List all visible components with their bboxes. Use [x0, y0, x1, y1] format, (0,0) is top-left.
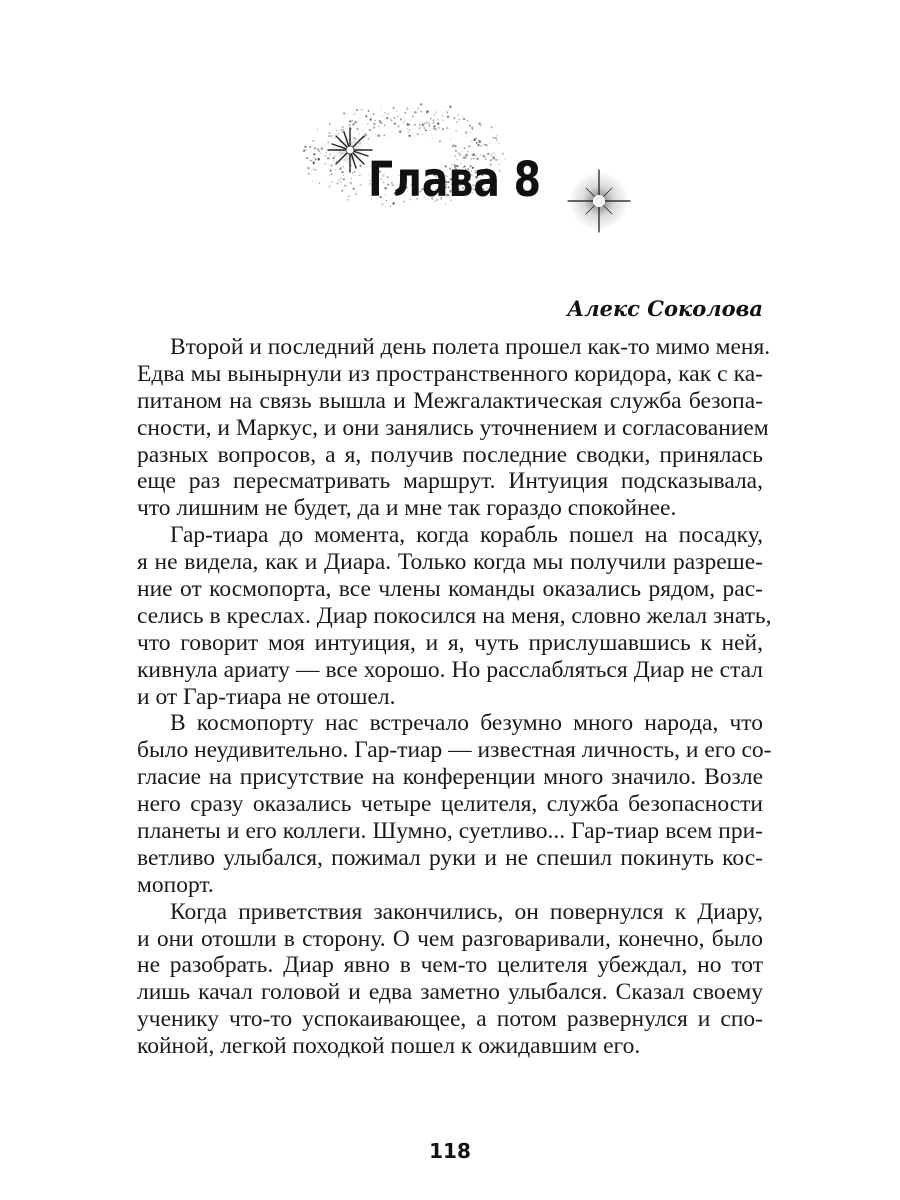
text-line: гласие на присутствие на конференции много значило. Возле [137, 764, 763, 791]
text-line: что лишним не будет, да и мне так гораздо спокойнее. [137, 495, 677, 522]
text-line: не разобрать. Диар явно в чем-то целителя убеждал, но тот [137, 952, 763, 979]
text-line: кивнула ариату — все хорошо. Но расслабляться Диар не стал [137, 656, 763, 683]
text-line: ученику что-то успокаивающее, а потом развернулся и спо- [137, 1006, 763, 1033]
text-line: разных вопросов, а я, получив последние сводки, принялась [137, 441, 763, 468]
paragraph [137, 710, 772, 898]
text-line: что говорит моя интуиция, и я, чуть прислушавшись к ней, [137, 629, 763, 656]
text-line: ветливо улыбался, пожимал руки и не спешил покинуть кос- [137, 844, 763, 871]
body-text [137, 334, 772, 1060]
text-line: Едва мы вынырнули из пространственного коридора, как с ка- [137, 360, 763, 387]
text-line: лишь качал головой и едва заметно улыбался. Сказал своему [137, 979, 763, 1006]
chapter-heading [290, 92, 650, 242]
text-line: В космопорту нас встречало безумно много народа, что [170, 710, 763, 737]
text-line: было неудивительно. Гар-тиар — известная личность, и его со- [137, 737, 772, 764]
author-name: Алекс Соколова [567, 296, 763, 321]
chapter-title: Глава 8 [368, 152, 542, 208]
sparkle-star-icon [566, 168, 632, 234]
text-line: Гар-тиара до момента, когда корабль пошел на посадку, [170, 522, 763, 549]
text-line: и от Гар-тиара не отошел. [137, 683, 396, 710]
text-line: сности, и Маркус, и они занялись уточнением и согласованием [137, 414, 769, 441]
paragraph [137, 334, 771, 522]
page-number: 118 [429, 1139, 471, 1163]
paragraph [137, 522, 772, 710]
text-line: Когда приветствия закончились, он повернулся к Диару, [170, 898, 763, 925]
text-line: селись в креслах. Диар покосился на меня, словно желал знать, [137, 602, 772, 629]
text-line: питаном на связь вышла и Межгалактическая служба безопа- [137, 387, 763, 414]
text-line: ние от космопорта, все члены команды оказались рядом, рас- [137, 576, 763, 603]
text-line: я не видела, как и Диара. Только когда мы получили разреше- [137, 549, 763, 576]
text-line: него сразу оказались четыре целителя, служба безопасности [137, 791, 763, 818]
text-line: планеты и его коллеги. Шумно, суетливо... Гар-тиар всем при- [137, 818, 763, 845]
paragraph [137, 899, 763, 1060]
text-line: еще раз пересматривать маршрут. Интуиция подсказывала, [137, 468, 763, 495]
text-line: мопорт. [137, 871, 214, 898]
text-line: Второй и последний день полета прошел как-то мимо меня. [170, 334, 771, 360]
text-line: койной, легкой походкой пошел к ожидавшим его. [137, 1033, 641, 1060]
text-line: и они отошли в сторону. О чем разговаривали, конечно, было [137, 925, 763, 952]
